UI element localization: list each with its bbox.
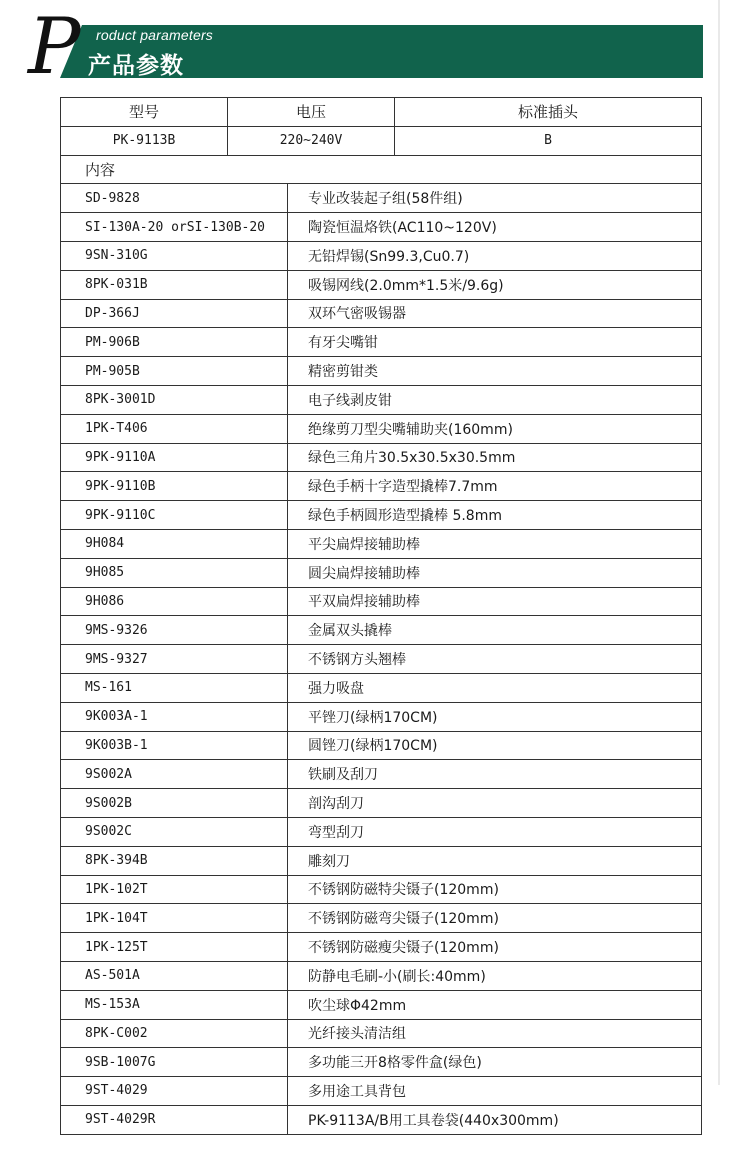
header-letter-p: P: [28, 2, 81, 92]
item-code: 9PK-9110B: [61, 472, 288, 501]
table-row: [61, 472, 702, 501]
item-description: 强力吸盘: [288, 673, 702, 702]
item-description: 电子线剥皮钳: [288, 385, 702, 414]
value-cell-plug: B: [395, 126, 702, 155]
table-row: [61, 673, 702, 702]
item-description: 专业改装起子组(58件组): [288, 184, 702, 213]
header-english-title: roduct parameters: [96, 27, 214, 43]
item-description: 不锈钢防磁瘦尖镊子(120mm): [288, 933, 702, 962]
item-code: 1PK-102T: [61, 875, 288, 904]
item-code: PM-906B: [61, 328, 288, 357]
item-description: 吹尘球Φ42mm: [288, 990, 702, 1019]
table-row: [61, 299, 702, 328]
table-row: [61, 760, 702, 789]
header-chinese-title: 产品参数: [88, 53, 184, 79]
item-description: 有牙尖嘴钳: [288, 328, 702, 357]
item-description: 精密剪钳类: [288, 357, 702, 386]
item-code: 9MS-9326: [61, 616, 288, 645]
table-row: [61, 1019, 702, 1048]
item-code: PM-905B: [61, 357, 288, 386]
item-code: 9SB-1007G: [61, 1048, 288, 1077]
item-code: 9S002C: [61, 817, 288, 846]
table-row: [61, 875, 702, 904]
item-description: 剖沟刮刀: [288, 789, 702, 818]
item-code: 9S002B: [61, 789, 288, 818]
item-code: 9PK-9110A: [61, 443, 288, 472]
section-header: [0, 0, 750, 90]
item-code: 9H084: [61, 529, 288, 558]
item-description: 铁刷及刮刀: [288, 760, 702, 789]
item-code: 8PK-3001D: [61, 385, 288, 414]
page-edge-bar: [718, 0, 720, 1085]
item-code: MS-153A: [61, 990, 288, 1019]
table-row: [61, 645, 702, 674]
item-code: AS-501A: [61, 961, 288, 990]
item-description: 光纤接头清洁组: [288, 1019, 702, 1048]
item-description: 不锈钢防磁弯尖镊子(120mm): [288, 904, 702, 933]
item-description: 多用途工具背包: [288, 1077, 702, 1106]
item-code: 9ST-4029: [61, 1077, 288, 1106]
item-description: PK-9113A/B用工具卷袋(440x300mm): [288, 1105, 702, 1134]
item-code: 9SN-310G: [61, 241, 288, 270]
item-description: 平双扁焊接辅助棒: [288, 587, 702, 616]
table-row: [61, 789, 702, 818]
item-code: DP-366J: [61, 299, 288, 328]
table-row: [61, 501, 702, 530]
table-row: [61, 558, 702, 587]
item-description: 绿色手柄圆形造型撬棒 5.8mm: [288, 501, 702, 530]
header-cell-model: 型号: [61, 98, 228, 127]
item-description: 无铅焊锡(Sn99.3,Cu0.7): [288, 241, 702, 270]
table-row: [61, 616, 702, 645]
item-code: 1PK-125T: [61, 933, 288, 962]
table-row: [61, 213, 702, 242]
item-description: 金属双头撬棒: [288, 616, 702, 645]
table-row: [61, 731, 702, 760]
item-description: 绿色手柄十字造型撬棒7.7mm: [288, 472, 702, 501]
contents-label: 内容: [61, 155, 702, 184]
item-description: 绿色三角片30.5x30.5x30.5mm: [288, 443, 702, 472]
table-row: [61, 904, 702, 933]
header-cell-voltage: 电压: [228, 98, 395, 127]
header-row: [61, 98, 702, 127]
table-row: [61, 702, 702, 731]
table-row: [61, 817, 702, 846]
item-code: 9ST-4029R: [61, 1105, 288, 1134]
table-row: [61, 443, 702, 472]
item-code: 9PK-9110C: [61, 501, 288, 530]
item-code: MS-161: [61, 673, 288, 702]
item-description: 弯型刮刀: [288, 817, 702, 846]
item-description: 不锈钢方头翘棒: [288, 645, 702, 674]
item-code: 8PK-C002: [61, 1019, 288, 1048]
table-row: [61, 529, 702, 558]
item-description: 多功能三开8格零件盒(绿色): [288, 1048, 702, 1077]
table-row: [61, 414, 702, 443]
item-description: 防静电毛刷-小(刷长:40mm): [288, 961, 702, 990]
item-description: 陶瓷恒温烙铁(AC110~120V): [288, 213, 702, 242]
table-row: [61, 270, 702, 299]
table-row: [61, 357, 702, 386]
product-parameters-table: [60, 97, 702, 1135]
table-row: [61, 933, 702, 962]
table-row: [61, 961, 702, 990]
item-code: 9K003B-1: [61, 731, 288, 760]
table-row: [61, 587, 702, 616]
contents-label-row: [61, 155, 702, 184]
item-description: 吸锡网线(2.0mm*1.5米/9.6g): [288, 270, 702, 299]
table-row: [61, 1077, 702, 1106]
table-row: [61, 184, 702, 213]
table-row: [61, 241, 702, 270]
table-row: [61, 385, 702, 414]
item-code: SD-9828: [61, 184, 288, 213]
header-cell-plug: 标准插头: [395, 98, 702, 127]
item-code: SI-130A-20 orSI-130B-20: [61, 213, 288, 242]
item-description: 圆尖扁焊接辅助棒: [288, 558, 702, 587]
item-description: 绝缘剪刀型尖嘴辅助夹(160mm): [288, 414, 702, 443]
value-cell-model: PK-9113B: [61, 126, 228, 155]
table-row: [61, 990, 702, 1019]
item-code: 8PK-031B: [61, 270, 288, 299]
item-description: 雕刻刀: [288, 846, 702, 875]
item-description: 平尖扁焊接辅助棒: [288, 529, 702, 558]
item-description: 圆锉刀(绿柄170CM): [288, 731, 702, 760]
value-row: [61, 126, 702, 155]
item-code: 9S002A: [61, 760, 288, 789]
item-description: 平锉刀(绿柄170CM): [288, 702, 702, 731]
table-row: [61, 1048, 702, 1077]
item-code: 8PK-394B: [61, 846, 288, 875]
item-code: 9MS-9327: [61, 645, 288, 674]
item-description: 不锈钢防磁特尖镊子(120mm): [288, 875, 702, 904]
table-row: [61, 846, 702, 875]
value-cell-voltage: 220~240V: [228, 126, 395, 155]
item-code: 1PK-T406: [61, 414, 288, 443]
item-code: 1PK-104T: [61, 904, 288, 933]
item-description: 双环气密吸锡器: [288, 299, 702, 328]
item-code: 9H085: [61, 558, 288, 587]
table-row: [61, 328, 702, 357]
table-row: [61, 1105, 702, 1134]
item-code: 9H086: [61, 587, 288, 616]
item-code: 9K003A-1: [61, 702, 288, 731]
